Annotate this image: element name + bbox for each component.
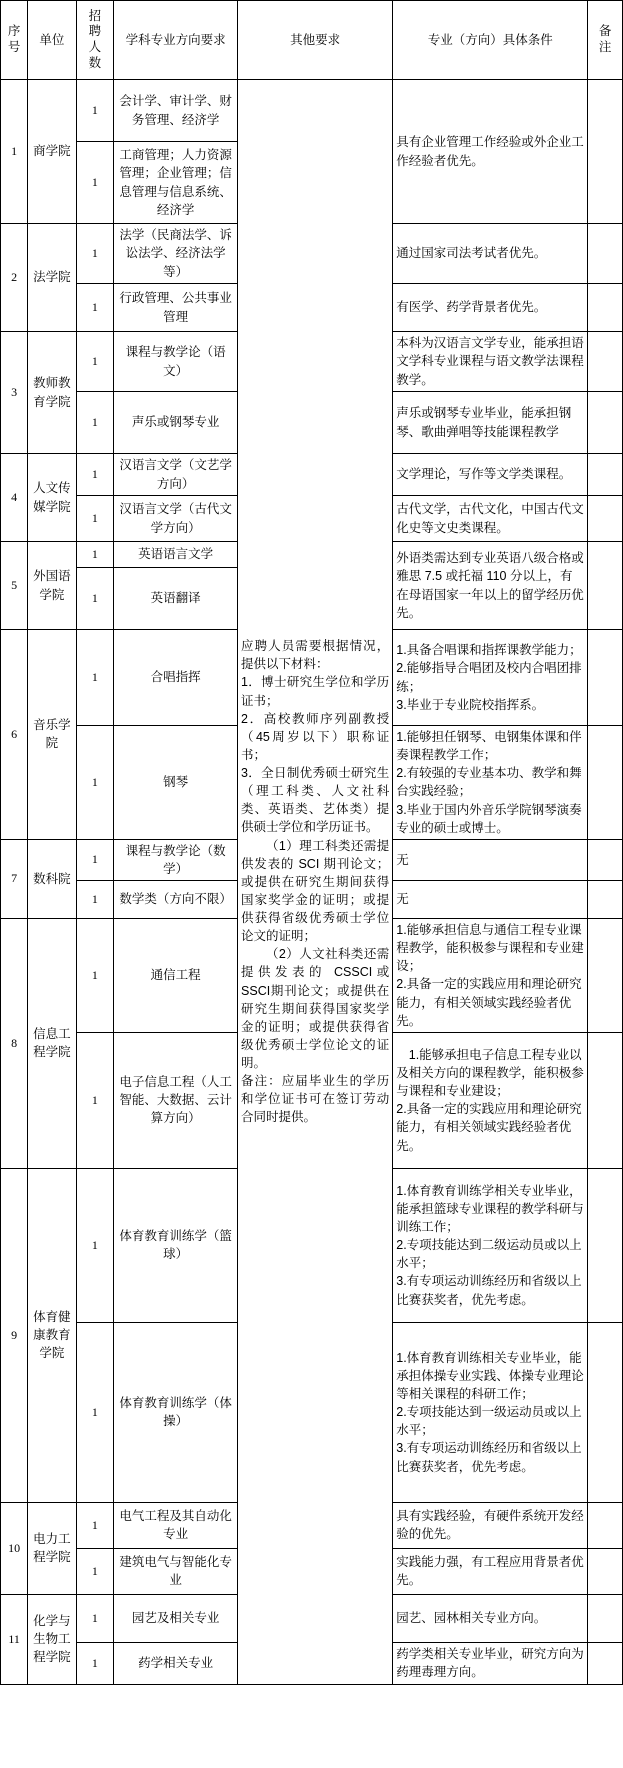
major-direction: 汉语言文学（文艺学方向） (114, 454, 238, 496)
specific-condition: 通过国家司法考试者优先。 (393, 224, 588, 284)
condition-line: 1.能够承担电子信息工程专业以及相关方向的课程教学，能积极参与课程和专业建设； (396, 1047, 584, 1099)
major-direction: 课程与教学论（数学） (114, 839, 238, 880)
recruit-count: 1 (76, 454, 114, 496)
row-unit: 数科院 (28, 839, 76, 918)
recruit-count: 1 (76, 1032, 114, 1168)
remark-cell (588, 839, 623, 880)
major-direction: 通信工程 (114, 919, 238, 1033)
row-index: 9 (1, 1168, 28, 1502)
major-direction: 英语语言文学 (114, 542, 238, 568)
major-direction: 课程与教学论（语文） (114, 332, 238, 392)
row-unit: 法学院 (28, 224, 76, 332)
table-body (1, 80, 623, 1685)
major-direction: 电气工程及其自动化专业 (114, 1502, 238, 1548)
header-index: 序 号 (1, 1, 28, 80)
specific-condition: 古代文学，古代文化，中国古代文化史等文史类课程。 (393, 496, 588, 542)
condition-line: 3.毕业于专业院校指挥系。 (396, 697, 545, 712)
major-direction: 体育教育训练学（篮球） (114, 1168, 238, 1322)
remark-cell (588, 392, 623, 454)
row-index: 3 (1, 332, 28, 454)
specific-condition (393, 919, 588, 1033)
row-index: 2 (1, 224, 28, 332)
recruit-count: 1 (76, 224, 114, 284)
row-index: 5 (1, 542, 28, 630)
recruit-count: 1 (76, 332, 114, 392)
recruit-count: 1 (76, 80, 114, 142)
major-direction: 药学相关专业 (114, 1642, 238, 1684)
condition-line: 1.体育教育训练学相关专业毕业，能承担篮球专业课程的教学科研与训练工作； (396, 1183, 584, 1235)
specific-condition: 有医学、药学背景者优先。 (393, 284, 588, 332)
header-condition: 专业（方向）具体条件 (393, 1, 588, 80)
condition-line: 2.有较强的专业基本功、教学和舞台实践经验； (396, 766, 582, 799)
major-direction: 园艺及相关专业 (114, 1594, 238, 1642)
row-unit: 化学与生物工程学院 (28, 1594, 76, 1684)
other-requirements-line: 2．高校教师序列副教授（45周岁以下）职称证书； (241, 711, 390, 762)
recruit-count: 1 (76, 568, 114, 630)
major-direction: 建筑电气与智能化专业 (114, 1548, 238, 1594)
specific-condition: 本科为汉语言文学专业，能承担语文学科专业课程与语文教学法课程教学。 (393, 332, 588, 392)
header-count: 招 聘 人 数 (76, 1, 114, 80)
specific-condition (393, 726, 588, 840)
recruit-count: 1 (76, 496, 114, 542)
condition-line: 1.具备合唱课和指挥课教学能力； (396, 643, 582, 658)
major-direction: 体育教育训练学（体操） (114, 1322, 238, 1502)
recruit-count: 1 (76, 392, 114, 454)
remark-cell (588, 284, 623, 332)
row-unit: 外国语学院 (28, 542, 76, 630)
specific-condition: 具有实践经验，有硬件系统开发经验的优先。 (393, 1502, 588, 1548)
condition-line: 3.毕业于国内外音乐学院钢琴演奏专业的硕士或博士。 (396, 802, 582, 835)
row-unit: 人文传媒学院 (28, 454, 76, 542)
specific-condition (393, 1322, 588, 1502)
condition-line: 3.有专项运动训练经历和省级以上比赛获奖者，优先考虑。 (396, 1441, 582, 1474)
condition-line: 3.有专项运动训练经历和省级以上比赛获奖者，优先考虑。 (396, 1274, 582, 1307)
specific-condition: 声乐或钢琴专业毕业，能承担钢琴、歌曲弹唱等技能课程教学 (393, 392, 588, 454)
other-requirements-line: 1．博士研究生学位和学历证书； (241, 675, 390, 708)
remark-cell (588, 496, 623, 542)
major-direction: 英语翻译 (114, 568, 238, 630)
condition-line: 2.专项技能达到一级运动员或以上水平； (396, 1405, 582, 1438)
recruit-count: 1 (76, 726, 114, 840)
recruit-count: 1 (76, 919, 114, 1033)
recruit-count: 1 (76, 284, 114, 332)
row-unit: 音乐学院 (28, 630, 76, 840)
condition-line: 2.能够指导合唱团及校内合唱团排练； (396, 661, 582, 694)
major-direction: 数学类（方向不限） (114, 881, 238, 919)
recruit-count: 1 (76, 1548, 114, 1594)
remark-cell (588, 542, 623, 630)
condition-line: 2.具备一定的实践应用和理论研究能力，有相关领域实践经验者优先。 (396, 977, 582, 1028)
remark-cell (588, 1168, 623, 1322)
row-index: 10 (1, 1502, 28, 1594)
specific-condition: 园艺、园林相关专业方向。 (393, 1594, 588, 1642)
recruit-count: 1 (76, 142, 114, 224)
recruit-count: 1 (76, 630, 114, 726)
major-direction: 电子信息工程（人工智能、大数据、云计算方向） (114, 1032, 238, 1168)
remark-cell (588, 881, 623, 919)
specific-condition: 无 (393, 839, 588, 880)
other-requirements-line: 3．全日制优秀硕士研究生（理工科类、人文社科类、英语类、艺体类）提供硕士学位和学历证书。 (241, 766, 390, 835)
recruit-count: 1 (76, 1594, 114, 1642)
specific-condition: 无 (393, 881, 588, 919)
remark-cell (588, 919, 623, 1033)
row-unit: 电力工程学院 (28, 1502, 76, 1594)
header-major: 学科专业方向要求 (114, 1, 238, 80)
major-direction: 行政管理、公共事业管理 (114, 284, 238, 332)
recruit-count: 1 (76, 881, 114, 919)
recruit-count: 1 (76, 542, 114, 568)
specific-condition: 文学理论，写作等文学类课程。 (393, 454, 588, 496)
header-other: 其他要求 (238, 1, 393, 80)
major-direction: 法学（民商法学、诉讼法学、经济法学等） (114, 224, 238, 284)
row-index: 4 (1, 454, 28, 542)
row-unit: 教师教育学院 (28, 332, 76, 454)
remark-cell (588, 1642, 623, 1684)
table-row (1, 80, 623, 142)
row-index: 1 (1, 80, 28, 224)
recruit-count: 1 (76, 839, 114, 880)
major-direction: 声乐或钢琴专业 (114, 392, 238, 454)
recruit-count: 1 (76, 1502, 114, 1548)
condition-line: 2.专项技能达到二级运动员或以上水平； (396, 1238, 582, 1271)
remark-cell (588, 1322, 623, 1502)
remark-cell (588, 224, 623, 284)
specific-condition: 具有企业管理工作经验或外企业工作经验者优先。 (393, 80, 588, 224)
row-index: 6 (1, 630, 28, 840)
specific-condition: 药学类相关专业毕业，研究方向为药理毒理方向。 (393, 1642, 588, 1684)
remark-cell (588, 1548, 623, 1594)
row-unit: 商学院 (28, 80, 76, 224)
condition-line: 2.具备一定的实践应用和理论研究能力，有相关领域实践经验者优先。 (396, 1102, 582, 1153)
row-index: 7 (1, 839, 28, 918)
row-unit: 信息工程学院 (28, 919, 76, 1169)
major-direction: 汉语言文学（古代文学方向） (114, 496, 238, 542)
major-direction: 工商管理；人力资源管理；企业管理；信息管理与信息系统、经济学 (114, 142, 238, 224)
table-header (1, 1, 623, 80)
remark-cell (588, 454, 623, 496)
condition-line: 1.能够担任钢琴、电钢集体课和伴奏课程教学工作； (396, 730, 582, 763)
major-direction: 会计学、审计学、财务管理、经济学 (114, 80, 238, 142)
remark-cell (588, 332, 623, 392)
recruit-count: 1 (76, 1642, 114, 1684)
specific-condition: 实践能力强，有工程应用背景者优先。 (393, 1548, 588, 1594)
remark-cell (588, 726, 623, 840)
major-direction: 钢琴 (114, 726, 238, 840)
specific-condition (393, 1168, 588, 1322)
other-requirements-line: （2）人文社科类还需提供发表的 CSSCI或 SSCI期刊论文；或提供在研究生期间获得国家奖学金的证明；或提供获得省级优秀硕士学位论文的证明。 (241, 947, 390, 1071)
other-requirements (238, 80, 393, 1685)
row-index: 11 (1, 1594, 28, 1684)
row-unit: 体育健康教育学院 (28, 1168, 76, 1502)
other-requirements-line: （1）理工科类还需提供发表的 SCI 期刊论文；或提供在研究生期间获得国家奖学金的证明；或提供获得省级优秀硕士学位论文的证明； (241, 838, 390, 944)
remark-cell (588, 630, 623, 726)
specific-condition (393, 630, 588, 726)
specific-condition: 外语类需达到专业英语八级合格或雅思 7.5 或托福 110 分以上，有在母语国家一年以上的留学经历优先。 (393, 542, 588, 630)
remark-cell (588, 1032, 623, 1168)
condition-line: 1.体育教育训练相关专业毕业，能承担体操专业实践、体操专业理论等相关课程的科研工作； (396, 1350, 584, 1402)
header-row (1, 1, 623, 80)
major-direction: 合唱指挥 (114, 630, 238, 726)
other-requirements-line: 应聘人员需要根据情况，提供以下材料： (241, 639, 390, 672)
header-unit: 单位 (28, 1, 76, 80)
row-index: 8 (1, 919, 28, 1169)
recruit-count: 1 (76, 1168, 114, 1322)
condition-line: 1.能够承担信息与通信工程专业课程教学，能积极参与课程和专业建设； (396, 923, 584, 974)
recruit-count: 1 (76, 1322, 114, 1502)
specific-condition (393, 1032, 588, 1168)
remark-cell (588, 1502, 623, 1548)
other-requirements-line: 备注：应届毕业生的学历和学位证书可在签订劳动合同时提供。 (241, 1074, 390, 1125)
remark-cell (588, 80, 623, 224)
remark-cell (588, 1594, 623, 1642)
header-remark: 备 注 (588, 1, 623, 80)
